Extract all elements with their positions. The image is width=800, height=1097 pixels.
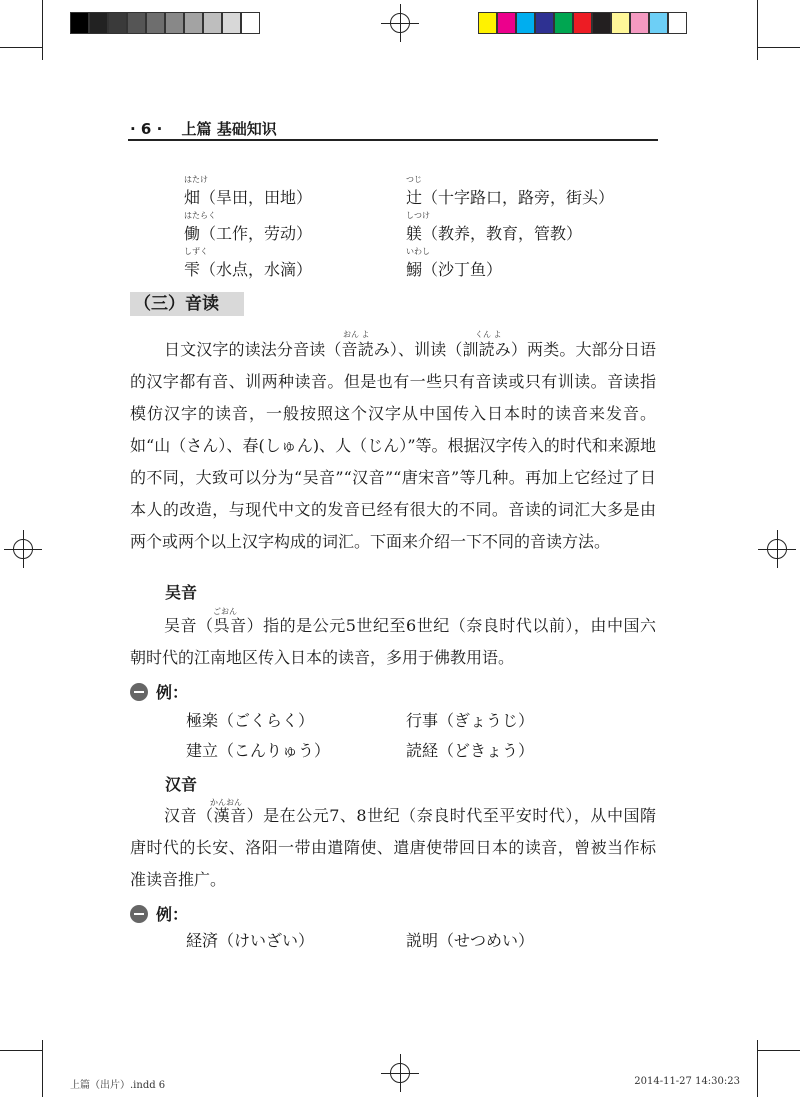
furigana: おん よ — [343, 330, 370, 339]
vocab-entry — [406, 175, 628, 208]
color-swatch — [165, 12, 184, 34]
slug-timestamp: 2014-11-27 14:30:23 — [634, 1076, 740, 1087]
color-swatch — [222, 12, 241, 34]
vocab-text: 働（工作，劳动） — [184, 224, 313, 243]
crop-mark — [0, 47, 42, 48]
color-swatch — [573, 12, 592, 34]
color-swatch — [611, 12, 630, 34]
header-rule — [128, 139, 658, 141]
color-swatch — [668, 12, 687, 34]
body-paragraph: 日文汉字的读法分音读（音読み）、训读（訓読み）两类。大部分日语的汉字都有音、训两种读音。但是也有一些只有音读或只有训读。音读指模仿汉字的读音，一般按照这个汉字从中国传入日本时的读音来发音。如“山（さん）、春(しゅん)、人（じん）”等。根据汉字传入的时代和来源地的不同，大致可以分为“吴音”“汉音”“唐宋音”等几种。再加上它经过了日本人的改造，与现代中文的发音已经有很大的不同。音读的词汇大多是由两个或两个以上汉字构成的词汇。下面来介绍一下不同的音读方法。 — [130, 340, 656, 551]
example-row — [186, 708, 535, 731]
furigana: はたらく — [184, 211, 216, 220]
example-word: 建立（こんりゅう） — [186, 741, 331, 760]
gray-color-bar — [70, 12, 260, 34]
furigana: しつけ — [406, 211, 430, 220]
vocab-text: 雫（水点，水滴） — [184, 260, 313, 279]
vocab-text: 辻（十字路口，路旁，街头） — [406, 188, 615, 207]
vocab-entry — [184, 247, 406, 280]
page-number: · 6 · — [130, 120, 163, 138]
vocab-text: 鰯（沙丁鱼） — [406, 260, 503, 279]
furigana: しずく — [184, 247, 208, 256]
vocab-entry — [184, 175, 406, 208]
list-item — [184, 208, 644, 244]
vocab-text: 躾（教养，教育，管教） — [406, 224, 583, 243]
furigana: はたけ — [184, 175, 208, 184]
vocab-entry — [406, 247, 628, 280]
subheading-kanon: 汉音 — [165, 775, 198, 794]
furigana: つじ — [406, 175, 422, 184]
example-bullet-icon — [130, 905, 148, 923]
example-word: 行事（ぎょうじ） — [406, 711, 535, 730]
registration-mark-icon — [4, 530, 42, 568]
crop-mark — [758, 1050, 800, 1051]
section-heading: （三）音读 — [130, 292, 244, 316]
furigana: かんおん — [210, 798, 242, 807]
example-bullet-icon — [130, 683, 148, 701]
body-paragraph: 汉音（漢音）是在公元7、8世纪（奈良时代至平安时代），从中国隋唐时代的长安、洛阳一带由遣隋使、遣唐使带回日本的读音，曾被当作标准读音推广。 — [130, 806, 656, 889]
example-row — [186, 738, 535, 761]
crop-mark — [757, 1040, 758, 1097]
kun-vocab-list — [184, 172, 644, 280]
example-label — [130, 902, 188, 925]
example-word: 極楽（ごくらく） — [186, 711, 315, 730]
body-paragraph: 吴音（呉音）指的是公元5世纪至6世纪（奈良时代以前），由中国六朝时代的江南地区传入日本的读音，多用于佛教用语。 — [130, 616, 656, 667]
color-swatch — [241, 12, 260, 34]
crop-mark — [757, 0, 758, 60]
color-swatch — [516, 12, 535, 34]
example-label-text: 例： — [156, 683, 189, 702]
list-item — [184, 244, 644, 280]
furigana: ごおん — [213, 607, 237, 616]
list-item — [184, 172, 644, 208]
color-swatch — [478, 12, 497, 34]
color-swatch — [535, 12, 554, 34]
crop-mark — [42, 0, 43, 60]
color-swatch — [89, 12, 108, 34]
color-swatch — [146, 12, 165, 34]
color-swatch — [108, 12, 127, 34]
color-swatch — [184, 12, 203, 34]
slug-filename: 上篇（出片）.indd 6 — [70, 1080, 166, 1091]
registration-mark-icon — [758, 530, 796, 568]
subheading-goon: 吴音 — [165, 583, 198, 602]
color-swatch — [630, 12, 649, 34]
color-swatch — [649, 12, 668, 34]
furigana: くん よ — [475, 330, 502, 339]
crop-mark — [758, 47, 800, 48]
crop-mark — [42, 1040, 43, 1097]
crop-mark — [0, 1050, 42, 1051]
vocab-entry — [184, 211, 406, 244]
color-swatch — [592, 12, 611, 34]
example-word: 説明（せつめい） — [406, 931, 535, 950]
furigana: いわし — [406, 247, 430, 256]
registration-mark-icon — [381, 1054, 419, 1092]
vocab-text: 畑（旱田，田地） — [184, 188, 313, 207]
example-label-text: 例： — [156, 905, 189, 924]
chapter-title: 上篇 基础知识 — [181, 120, 277, 138]
registration-mark-icon — [381, 4, 419, 42]
example-label — [130, 680, 188, 703]
process-color-bar — [478, 12, 687, 34]
color-swatch — [497, 12, 516, 34]
example-word: 読経（どきょう） — [406, 741, 535, 760]
example-word: 経済（けいざい） — [186, 931, 315, 950]
color-swatch — [203, 12, 222, 34]
vocab-entry — [406, 211, 628, 244]
color-swatch — [70, 12, 89, 34]
running-head — [130, 118, 277, 139]
example-row — [186, 928, 535, 951]
color-swatch — [554, 12, 573, 34]
color-swatch — [127, 12, 146, 34]
